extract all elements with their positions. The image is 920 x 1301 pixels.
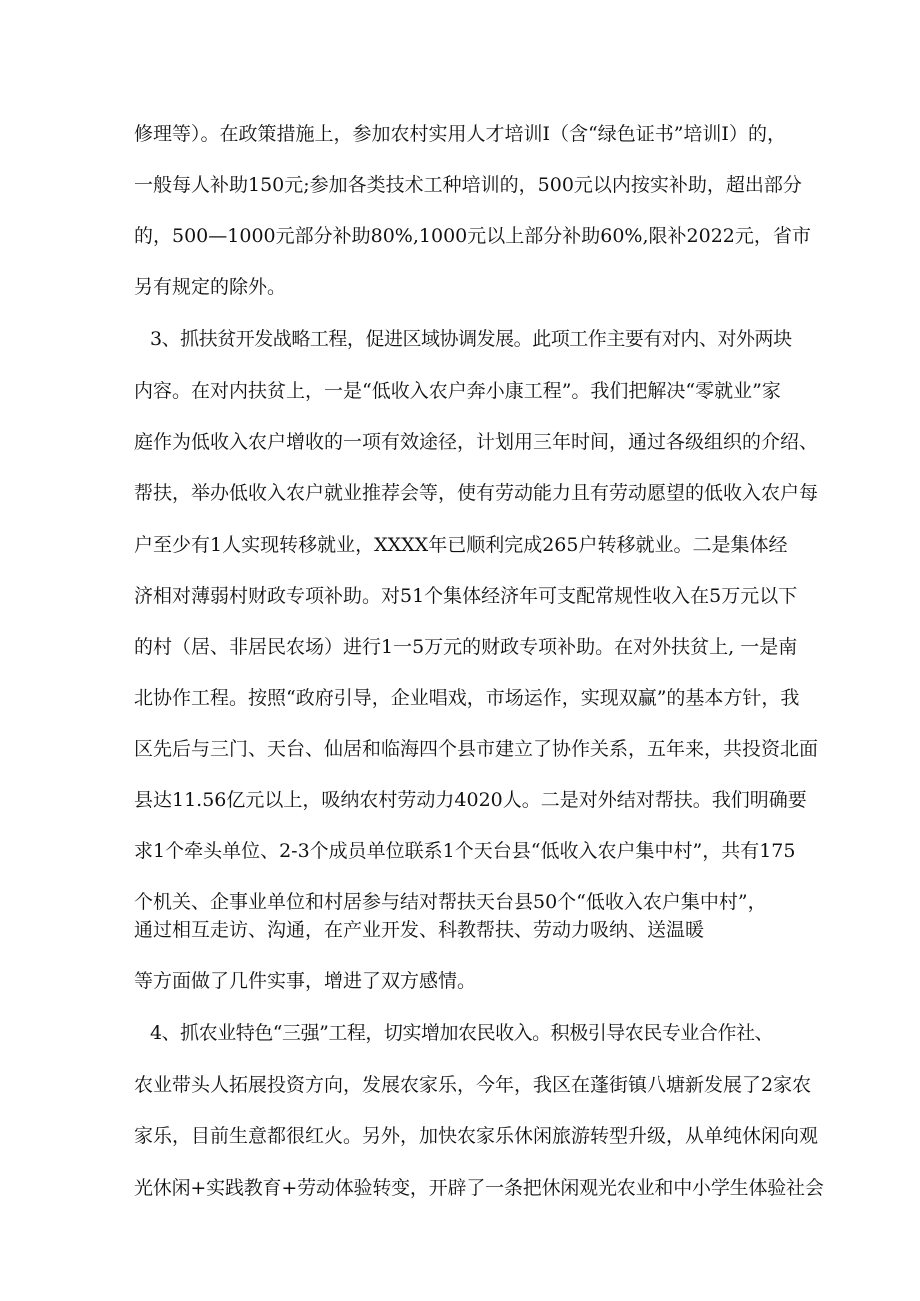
text-line: 济相对薄弱村财政专项补助。对51个集体经济年可支配常规性收入在5万元以下 [134, 585, 798, 607]
text-line: 庭作为低收入农户增收的一项有效途径，计划用三年时间，通过各级组织的介绍、 [134, 431, 819, 453]
text-line: 4、抓农业特色“三强”工程，切实增加农民收入。积极引导农民专业合作社、 [150, 1022, 774, 1044]
text-line: 修理等）。在政策措施上，参加农村实用人才培训Ⅰ（含“绿色证书”培训Ⅰ）的， [134, 123, 786, 145]
text-line: 北协作工程。按照“政府引导，企业唱戏，市场运作，实现双赢”的基本方针，我 [134, 687, 800, 709]
text-line: 县达11.56亿元以上，吸纳农村劳动力4020人。二是对外结对帮扶。我们明确要 [134, 789, 807, 811]
text-line: 通过相互走访、沟通，在产业开发、科教帮扶、劳动力吸纳、送温暖 [134, 919, 705, 941]
text-line: 等方面做了几件实事，增进了双方感情。 [134, 970, 477, 992]
text-line: 另有规定的除外。 [134, 276, 287, 298]
text-line: 光休闲+实践教育+劳动体验转变，开辟了一条把休闲观光农业和中小学生体验社会 [134, 1177, 824, 1199]
text-line: 的，500—1000元部分补助80%,1000元以上部分补助60%,限补2022元，省市 [134, 225, 811, 247]
text-line: 个机关、企事业单位和村居参与结对帮扶天台县50个“低收入农户集中村”， [134, 891, 767, 913]
text-line: 内容。在对内扶贫上，一是“低收入农户奔小康工程”。我们把解决“零就业”家 [134, 380, 781, 402]
text-line: 家乐，目前生意都很红火。另外，加快农家乐休闲旅游转型升级，从单纯休闲向观 [134, 1125, 819, 1147]
text-line: 3、抓扶贫开发战略工程，促进区域协调发展。此项工作主要有对内、对外两块 [150, 328, 792, 350]
text-line: 帮扶，举办低收入农户就业推荐会等，使有劳动能力且有劳动愿望的低收入农户每 [134, 482, 819, 504]
text-line: 一般每人补助150元;参加各类技术工种培训的，500元以内按实补助，超出部分 [134, 174, 802, 196]
text-line: 户至少有1人实现转移就业，XXXX年已顺利完成265户转移就业。二是集体经 [134, 534, 788, 556]
text-line: 的村（居、非居民农场）进行1一5万元的财政专项补助。在对外扶贫上, 一是南 [134, 636, 798, 658]
text-line: 求1个牵头单位、2-3个成员单位联系1个天台县“低收入农户集中村”，共有175 [134, 840, 796, 862]
text-line: 区先后与三门、天台、仙居和临海四个县市建立了协作关系，五年来，共投资北面 [134, 738, 819, 760]
text-line: 农业带头人拓展投资方向，发展农家乐，今年，我区在蓬街镇八塘新发展了2家农 [134, 1074, 812, 1096]
